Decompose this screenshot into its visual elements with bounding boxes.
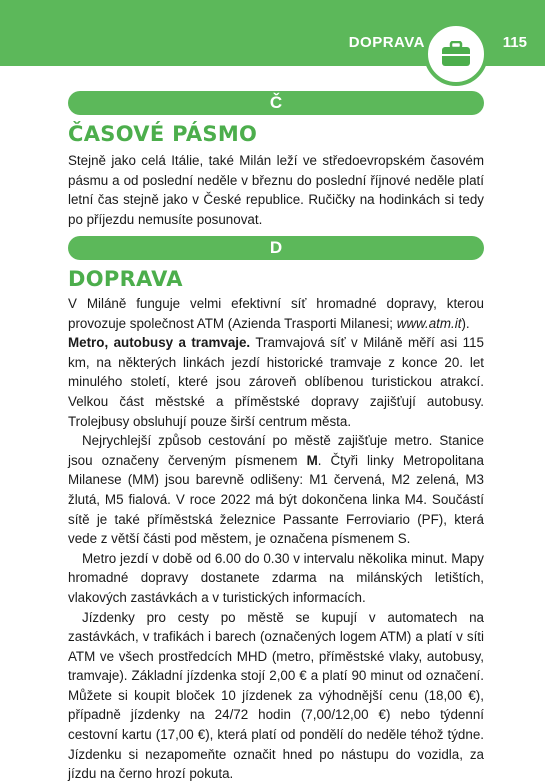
category-badge bbox=[424, 22, 488, 86]
intro-end: ). bbox=[461, 315, 470, 331]
page-number: 115 bbox=[502, 34, 527, 51]
letter-divider-d: D bbox=[68, 236, 484, 260]
paragraph-metro bbox=[68, 431, 484, 549]
metro-letter: M bbox=[306, 452, 318, 468]
letter-divider-c: Č bbox=[68, 91, 484, 115]
metro-lines-text: . Čtyři linky Metropolitana Milanese (MM) jsou barevně odlišeny: M1 červená, M2 zelená, M3 žlutá, M5 fialová. V roce 2022 má být dokončena linka M4. Součástí sítě je také příměstská železnice Passante Ferroviario (PF), která vede z větší části pod městem, je označena písmenem S. bbox=[68, 452, 484, 547]
intro-text: V Miláně funguje velmi efektivní síť hromadné dopravy, kterou provozuje společnost ATM (Azienda Trasporti Milanesi; bbox=[68, 296, 484, 331]
paragraph-metro-bus-tram bbox=[68, 333, 484, 431]
running-header-section: DOPRAVA bbox=[348, 34, 425, 51]
paragraph-casove-pasmo: Stejně jako celá Itálie, také Milán leží ve středoevropském časovém pásmu a od poslední neděle v březnu do poslední říjnové neděle platí letní čas stejně jako v České republice. Ručičky na hodinkách si tedy po příjezdu nemusíte posunovat. bbox=[68, 153, 484, 227]
paragraph-tickets: Jízdenky pro cesty po městě se kupují v automatech na zastávkách, v trafikách i barech (označených logem ATM) a platí v síti ATM ve všech prostředcích MHD (metro, příměstské vlaky, autobusy, tramvaje). Základní jízdenka stojí 2,00 € a platí 90 minut od označení. Můžete si koupit bloček 10 jízdenek za výhodnější cenu (18,00 €), případně jízdenky na 24/72 hodin (7,00/12,00 €) nebo týdenní cestovní kartu (17,00 €), která platí od pondělí do neděle téhož týdne. Jízdenku si nezapomeňte označit hned po nástupu do vozidla, za jízdu na černo hrozí pokuta. bbox=[68, 609, 484, 782]
atm-website: www.atm.it bbox=[396, 315, 462, 331]
doprava-body bbox=[68, 294, 484, 784]
subheading-metro-bus-tram: Metro, autobusy a tramvaje. bbox=[68, 335, 251, 351]
paragraph-intro bbox=[68, 294, 484, 333]
suitcase-icon bbox=[441, 41, 471, 67]
metro-text: Nejrychlejší způsob cestování po městě zajišťuje metro. Stanice jsou označeny červeným písmenem bbox=[68, 433, 484, 468]
tram-text: Tramvajová síť v Miláně měří asi 115 km, na některých linkách jezdí historické tramvaje z konce 20. let minulého století, které jsou zároveň oblíbenou turistickou atrakcí. Velkou část městské a příměstské dopravy zajišťují autobusy. Trolejbusy obsluhují pouze širší centrum města. bbox=[68, 335, 485, 429]
heading-casove-pasmo: ČASOVÉ PÁSMO bbox=[68, 122, 258, 146]
paragraph-metro-hours: Metro jezdí v době od 6.00 do 0.30 v intervalu několika minut. Mapy hromadné dopravy dostanete zdarma na milánských letištích, vlakových zastávkách a v turistických informacích. bbox=[68, 550, 484, 605]
heading-doprava: DOPRAVA bbox=[68, 267, 183, 291]
